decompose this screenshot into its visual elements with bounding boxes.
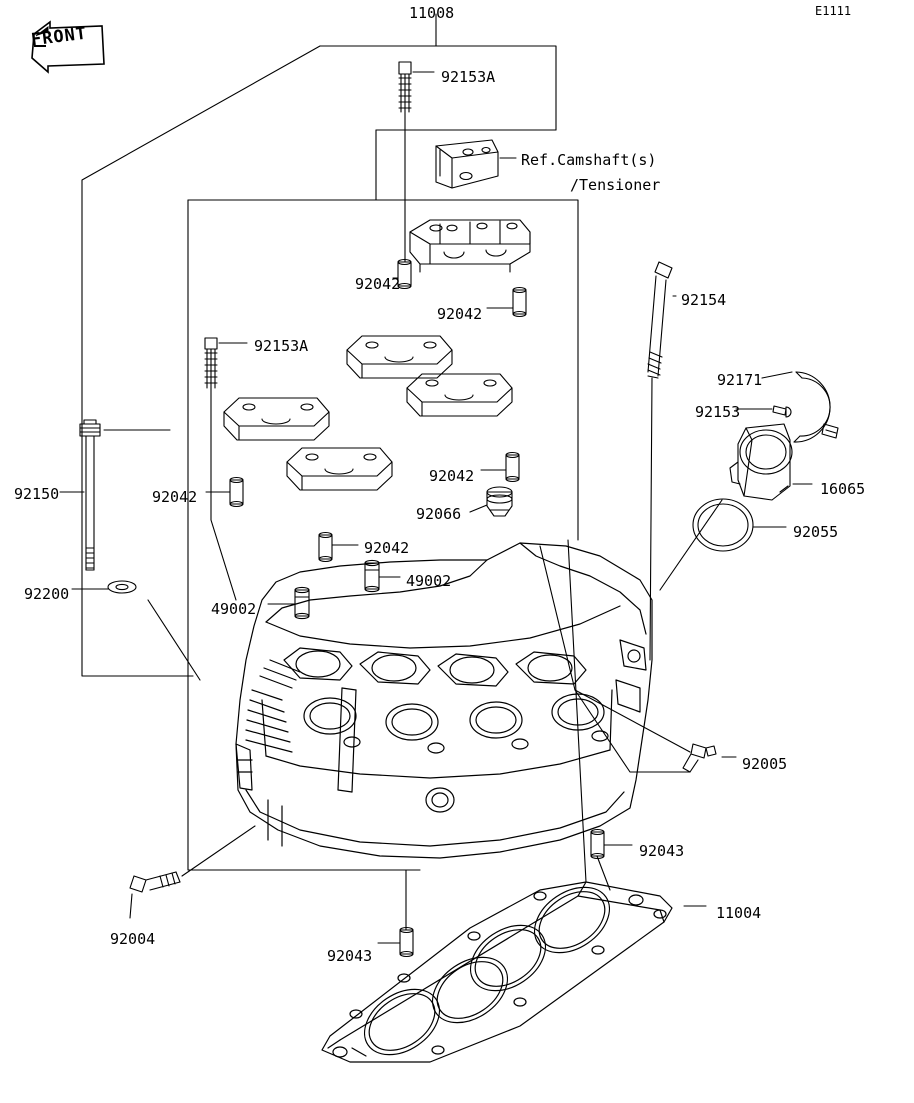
- callout-92153a-top: 92153A: [441, 68, 496, 86]
- callout-16065: 16065: [820, 480, 866, 498]
- callout-92153a-left: 92153A: [254, 337, 309, 355]
- front-label: FRONT: [29, 23, 89, 51]
- callout-92043-b: 92043: [327, 947, 373, 965]
- callout-92153: 92153: [695, 403, 741, 421]
- callout-ref-camshaft: Ref.Camshaft(s): [521, 151, 657, 169]
- callout-92055: 92055: [793, 523, 839, 541]
- callout-92042-e: 92042: [364, 539, 410, 557]
- callout-92042-a: 92042: [355, 275, 401, 293]
- callout-49002-a: 49002: [406, 572, 452, 590]
- callout-92066: 92066: [416, 505, 462, 523]
- callout-92154: 92154: [681, 291, 727, 309]
- callout-92043-a: 92043: [639, 842, 685, 860]
- callout-92005: 92005: [742, 755, 788, 773]
- callout-92150: 92150: [14, 485, 60, 503]
- callout-11004: 11004: [716, 904, 762, 922]
- callout-92042-b: 92042: [437, 305, 483, 323]
- figure-code: E1111: [815, 4, 852, 18]
- callout-92200: 92200: [24, 585, 70, 603]
- callout-92004: 92004: [110, 930, 156, 948]
- callout-11008: 11008: [409, 4, 455, 22]
- callout-92042-c: 92042: [429, 467, 475, 485]
- callout-49002-b: 49002: [211, 600, 257, 618]
- callout-ref-tensioner: /Tensioner: [570, 176, 661, 194]
- callout-92171: 92171: [717, 371, 763, 389]
- callout-92042-d: 92042: [152, 488, 198, 506]
